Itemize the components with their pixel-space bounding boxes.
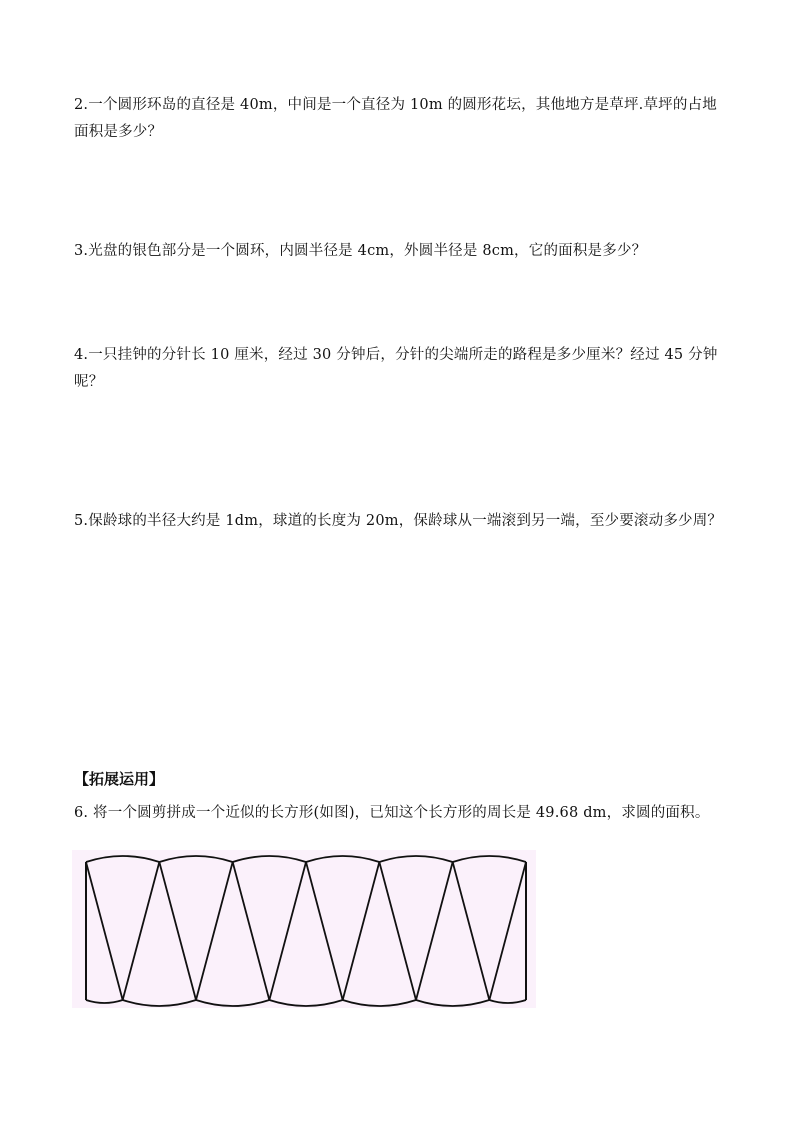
sector-rectangle-figure xyxy=(72,850,536,1008)
section-title: 【拓展运用】 xyxy=(74,770,165,788)
question-6 xyxy=(74,800,724,827)
question-number: 6. xyxy=(74,805,89,821)
question-text: 保龄球的半径大约是 1dm，球道的长度为 20m，保龄球从一端滚到另一端，至少要滚动多少周？ xyxy=(88,513,723,529)
question-text: 光盘的银色部分是一个圆环，内圆半径是 4cm，外圆半径是 8cm，它的面积是多少？ xyxy=(88,243,647,259)
question-2 xyxy=(74,92,724,146)
question-number: 5. xyxy=(74,513,89,529)
question-text: 一只挂钟的分针长 10 厘米，经过 30 分钟后，分针的尖端所走的路程是多少厘米？经过 45 分钟呢？ xyxy=(74,347,718,390)
question-text: 将一个圆剪拼成一个近似的长方形(如图)，已知这个长方形的周长是 49.68 dm，求圆的面积。 xyxy=(88,805,710,821)
question-number: 2. xyxy=(74,97,89,113)
question-3 xyxy=(74,238,724,265)
question-4 xyxy=(74,342,724,396)
question-5 xyxy=(74,508,724,535)
question-number: 4. xyxy=(74,347,89,363)
question-number: 3. xyxy=(74,243,89,259)
question-text: 一个圆形环岛的直径是 40m，中间是一个直径为 10m 的圆形花坛，其他地方是草坪.草坪的占地面积是多少？ xyxy=(74,97,717,140)
